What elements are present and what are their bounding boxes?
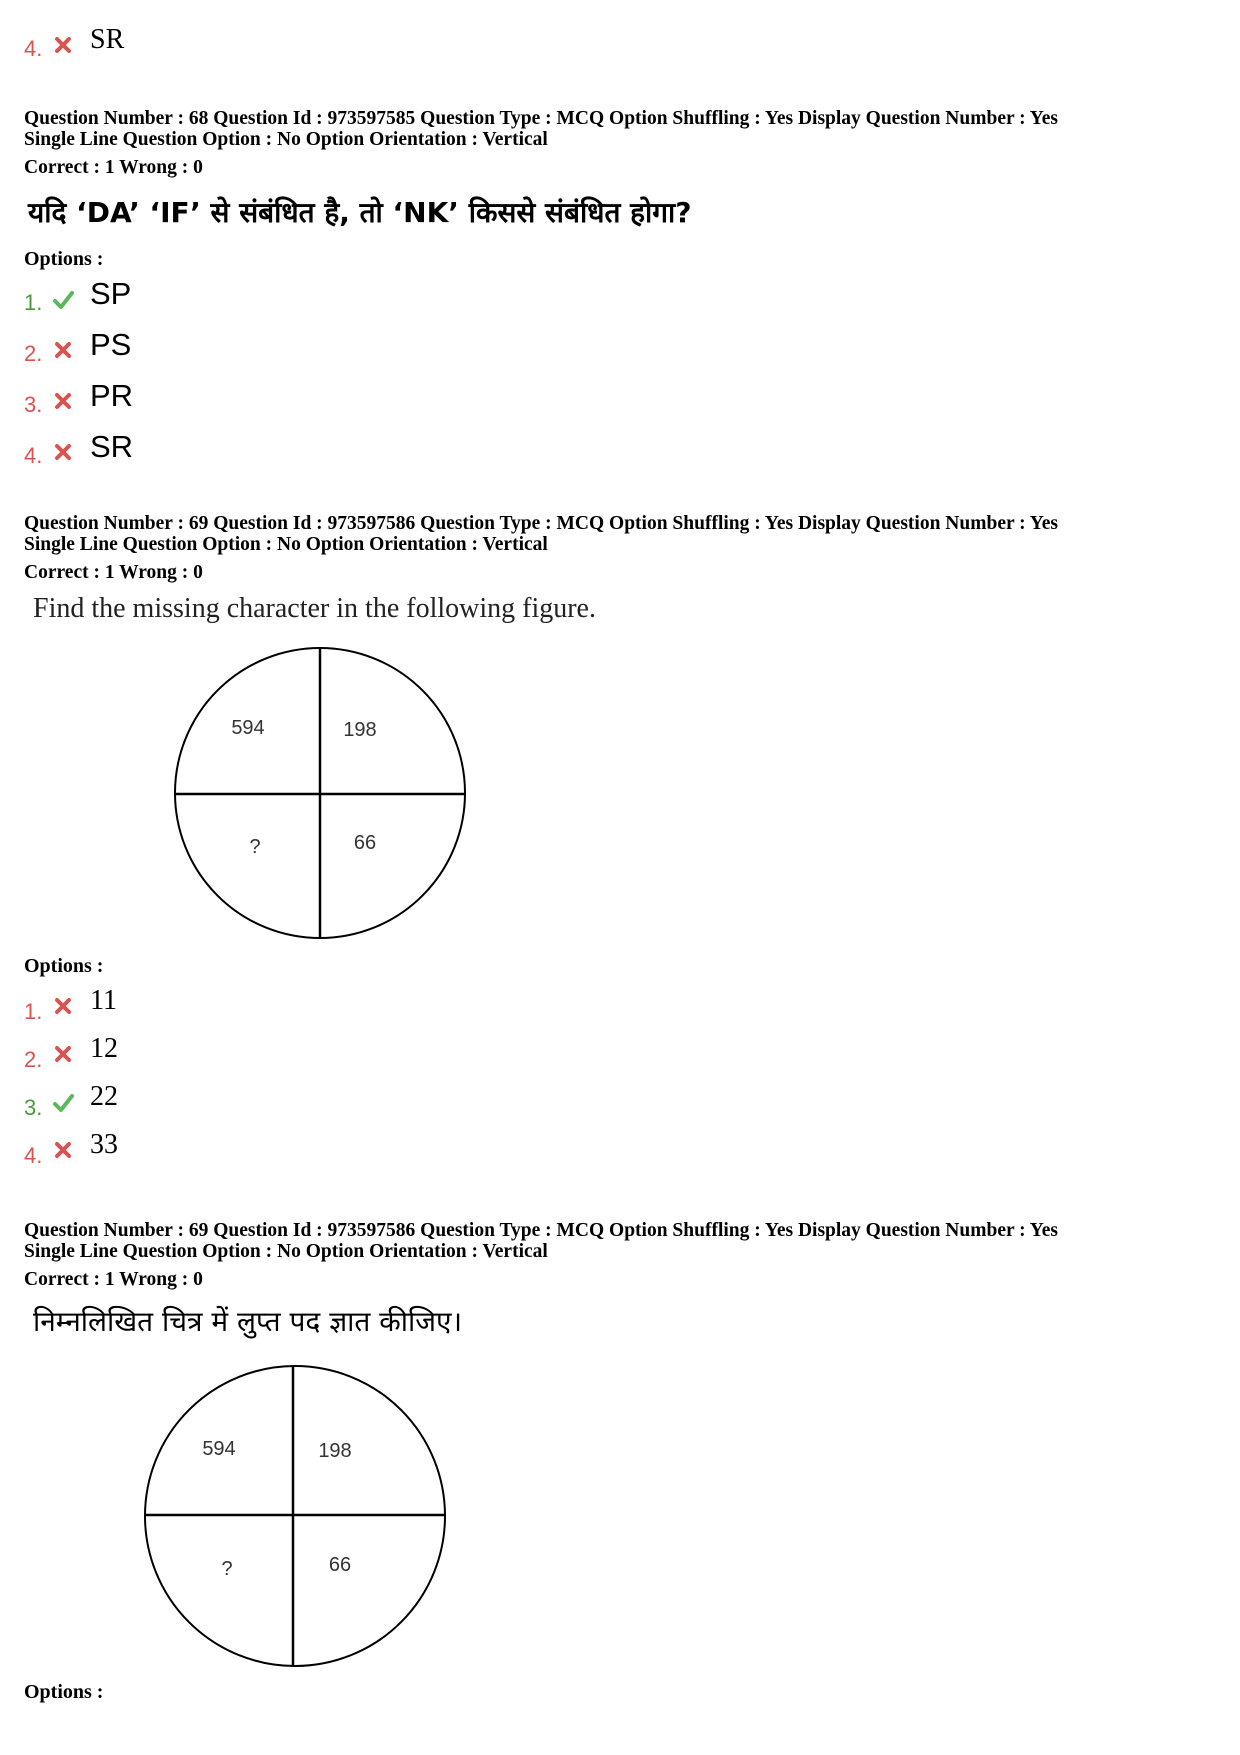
cross-icon [52, 34, 74, 56]
figure-top-right-value: 198 [343, 719, 377, 741]
figure-top-left-value: 594 [231, 717, 265, 739]
option-row [24, 429, 324, 471]
figure-top-left-value: 594 [202, 1438, 236, 1460]
question-text: निम्नलिखित चित्र में लुप्त पद ज्ञात कीजिए। [33, 1305, 463, 1338]
option-row [24, 1033, 324, 1075]
option-text: SR [90, 24, 125, 55]
option-number: 1. [24, 999, 43, 1024]
option-number: 3. [24, 1095, 43, 1120]
option-number: 4. [24, 36, 43, 61]
question-options-meta: Single Line Question Option : No Option Orientation : Vertical [24, 534, 548, 555]
cross-icon [52, 390, 74, 412]
question-text: यदि ‘DA’ ‘IF’ से संबंधित है, तो ‘NK’ किससे संबंधित होगा? [28, 196, 692, 229]
option-row [24, 1129, 324, 1171]
cross-icon [52, 1139, 74, 1161]
option-row [24, 276, 324, 318]
option-text: 33 [90, 1129, 118, 1160]
question-text: Find the missing character in the following figure. [33, 593, 596, 624]
option-text: PS [90, 327, 132, 362]
figure-bottom-right-value: 66 [328, 1554, 352, 1576]
question-meta: Question Number : 69 Question Id : 973597586 Question Type : MCQ Option Shuffling : Yes Display Question Number : Yes [24, 513, 1058, 534]
figure-top-right-value: 198 [318, 1440, 352, 1462]
cross-icon [52, 339, 74, 361]
circle-figure [140, 1361, 450, 1671]
options-label: Options : [24, 248, 104, 270]
option-row [24, 327, 324, 369]
score-line: Correct : 1 Wrong : 0 [24, 157, 203, 178]
circle-figure [170, 643, 470, 943]
figure-bottom-right-value: 66 [353, 832, 377, 854]
option-row [24, 26, 324, 62]
score-line: Correct : 1 Wrong : 0 [24, 1269, 203, 1290]
check-icon [52, 289, 74, 311]
option-row [24, 985, 324, 1027]
options-label: Options : [24, 1681, 104, 1703]
option-number: 2. [24, 1047, 43, 1072]
options-label: Options : [24, 955, 104, 977]
question-meta: Question Number : 69 Question Id : 973597586 Question Type : MCQ Option Shuffling : Yes Display Question Number : Yes [24, 1220, 1058, 1241]
option-number: 3. [24, 392, 43, 417]
option-row [24, 1081, 324, 1123]
question-options-meta: Single Line Question Option : No Option Orientation : Vertical [24, 129, 548, 150]
score-line: Correct : 1 Wrong : 0 [24, 562, 203, 583]
option-number: 2. [24, 341, 43, 366]
option-text: 11 [90, 985, 117, 1016]
check-icon [52, 1092, 74, 1114]
option-text: 12 [90, 1033, 118, 1064]
figure-bottom-left-value: ? [221, 1558, 233, 1580]
option-number: 4. [24, 443, 43, 468]
option-number: 1. [24, 290, 43, 315]
question-options-meta: Single Line Question Option : No Option Orientation : Vertical [24, 1241, 548, 1262]
question-meta: Question Number : 68 Question Id : 973597585 Question Type : MCQ Option Shuffling : Yes Display Question Number : Yes [24, 108, 1058, 129]
figure-bottom-left-value: ? [249, 836, 261, 858]
option-text: 22 [90, 1081, 118, 1112]
option-row [24, 378, 324, 420]
cross-icon [52, 995, 74, 1017]
option-text: PR [90, 378, 134, 413]
option-text: SR [90, 429, 134, 464]
cross-icon [52, 441, 74, 463]
option-number: 4. [24, 1143, 43, 1168]
option-text: SP [90, 276, 132, 311]
cross-icon [52, 1043, 74, 1065]
